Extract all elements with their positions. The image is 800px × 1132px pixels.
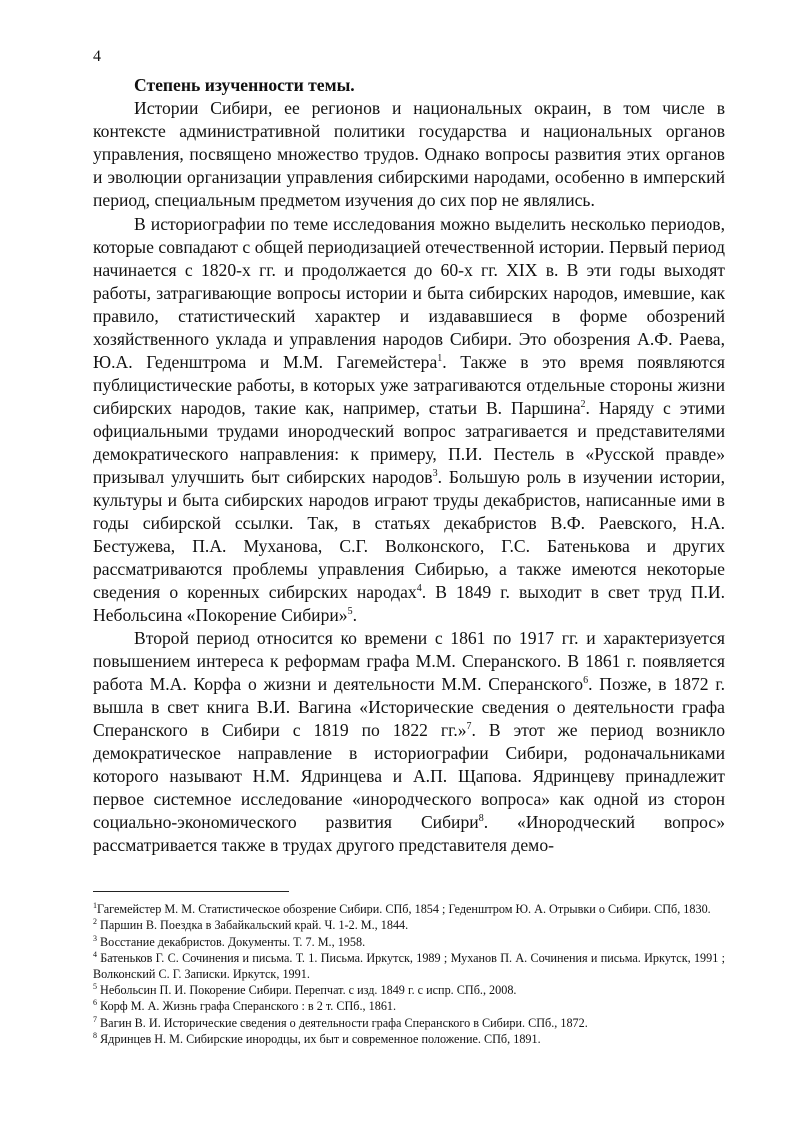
footnote xyxy=(93,1016,725,1031)
footnote-ref: 7 xyxy=(466,721,472,733)
paragraph-text: Второй период относится ко времени с 1861 по 1917 гг. и характеризуется повышением интереса к реформам графа М.М. Сперанского. В 1861 г. появляется работа М.А. Корфа о жизни и деятельности М.М. Сперанского xyxy=(93,628,725,694)
footnote-ref: 6 xyxy=(583,675,589,687)
footnote-text: Батеньков Г. С. Сочинения и письма. Т. 1. Письма. Иркутск, 1989 ; Муханов П. А. Сочинения и письма. Иркутск, 1991 ; Волконский С. Г. Записки. Иркутск, 1991. xyxy=(93,951,725,981)
paragraph-text: . Позже, в 1872 г. вышла в свет книга В.И. Вагина «Исторические сведения о деятельности графа Сперанского в Сибири с 1819 по 1822 гг.» xyxy=(93,674,725,740)
footnote-ref: 5 xyxy=(347,606,353,618)
footnote xyxy=(93,918,725,933)
paragraph-text: . В этот же период возникло демократическое направление в историографии Сибири, родоначальниками которого называют Н.М. Ядринцева и А.П. Щапова. Ядринцеву принадлежит первое системное исследование «инородческого вопроса» как одной из сторон социально-экономического развития Сибири xyxy=(93,720,725,832)
footnote-number: 3 xyxy=(93,933,97,943)
footnote-text: Гагемейстер М. М. Статистическое обозрение Сибири. СПб, 1854 ; Геденштром Ю. А. Отрывки о Сибири. СПб, 1830. xyxy=(97,902,711,916)
footnote xyxy=(93,951,725,982)
footnote xyxy=(93,1032,725,1047)
paragraphs xyxy=(93,97,725,857)
footnote-ref: 8 xyxy=(478,813,484,825)
section-heading: Степень изученности темы. xyxy=(134,75,355,95)
paragraph xyxy=(93,97,725,212)
paragraph-text: . Наряду с этими официальными трудами инородческий вопрос затрагивается и представителями демократического направления: к примеру, П.И. Пестель в «Русской правде» призывал улучшить быт сибирских народов xyxy=(93,398,725,487)
paragraph-text: . Также в это время появляются публицистические работы, в которых уже затрагиваются отдельные стороны жизни сибирских народов, такие как, например, статьи В. Паршина xyxy=(93,352,725,418)
footnote xyxy=(93,935,725,950)
main-text xyxy=(93,74,725,857)
footnote-ref: 1 xyxy=(437,353,443,365)
footnote-number: 4 xyxy=(93,950,97,960)
footnote-number: 6 xyxy=(93,998,97,1008)
paragraph xyxy=(93,627,725,857)
footnote-divider xyxy=(93,891,289,892)
footnote-text: Паршин В. Поездка в Забайкальский край. Ч. 1-2. М., 1844. xyxy=(97,918,409,933)
footnote-text: Восстание декабристов. Документы. Т. 7. М., 1958. xyxy=(97,934,366,949)
paragraph-text: Истории Сибири, ее регионов и национальных окраин, в том числе в контексте административной политики государства и национальных органов управления, посвящено множество трудов. Однако вопросы развития этих органов и эволюции организации управления сибирскими народами, особенно в имперский период, специальным предметом изучения до сих пор не являлись. xyxy=(93,98,725,210)
footnote-number: 7 xyxy=(93,1014,97,1024)
paragraph-text: В историографии по теме исследования можно выделить несколько периодов, которые совпадают с общей периодизацией отечественной истории. Первый период начинается с 1820-х гг. и продолжается до 60-х гг. XIX в. В эти годы выходят работы, затрагивающие вопросы истории и быта сибирских народов, имевшие, как правило, статистический характер и издававшиеся в форме обозрений хозяйственного уклада и управления народов Сибири. Это обозрения А.Ф. Раева, Ю.А. Геденштрома и М.М. Гагемейстера xyxy=(93,214,725,372)
footnote-number: 1 xyxy=(93,900,97,910)
footnote-text: Корф М. А. Жизнь графа Сперанского : в 2 т. СПб., 1861. xyxy=(97,999,397,1014)
footnote-text: Небольсин П. И. Покорение Сибири. Перепчат. с изд. 1849 г. с испр. СПб., 2008. xyxy=(97,983,517,998)
footnote-text: Ядринцев Н. М. Сибирские инородцы, их быт и современное положение. СПб, 1891. xyxy=(97,1032,541,1047)
footnote xyxy=(93,983,725,998)
footnote-number: 2 xyxy=(93,917,97,927)
footnote xyxy=(93,902,725,917)
footnote-ref: 4 xyxy=(416,583,422,595)
paragraph xyxy=(93,213,725,627)
footnote-ref: 3 xyxy=(432,468,438,480)
footnotes xyxy=(93,902,725,1049)
page-number: 4 xyxy=(93,48,101,65)
footnote-ref: 2 xyxy=(580,399,586,411)
footnote-number: 5 xyxy=(93,981,97,991)
footnote-number: 8 xyxy=(93,1031,97,1041)
paragraph-text: . xyxy=(352,605,358,625)
paragraph-text: . Большую роль в изучении истории, культуры и быта сибирских народов играют труды декабристов, написанные ими в годы сибирской ссылки. Так, в статьях декабристов В.Ф. Раевского, Н.А. Бестужева, П.А. Муханова, С.Г. Волконского, Г.С. Батенькова и других рассматриваются проблемы управления Сибирью, а также имеются некоторые сведения о коренных сибирских народах xyxy=(93,467,725,602)
paragraph-text: . В 1849 г. выходит в свет труд П.И. Небольсина «Покорение Сибири» xyxy=(93,582,726,625)
paragraph-text: . «Инородческий вопрос» рассматривается также в трудах другого представителя демо- xyxy=(93,812,725,855)
footnote-text: Вагин В. И. Исторические сведения о деятельности графа Сперанского в Сибири. СПб., 1872. xyxy=(97,1015,588,1030)
footnote xyxy=(93,999,725,1014)
